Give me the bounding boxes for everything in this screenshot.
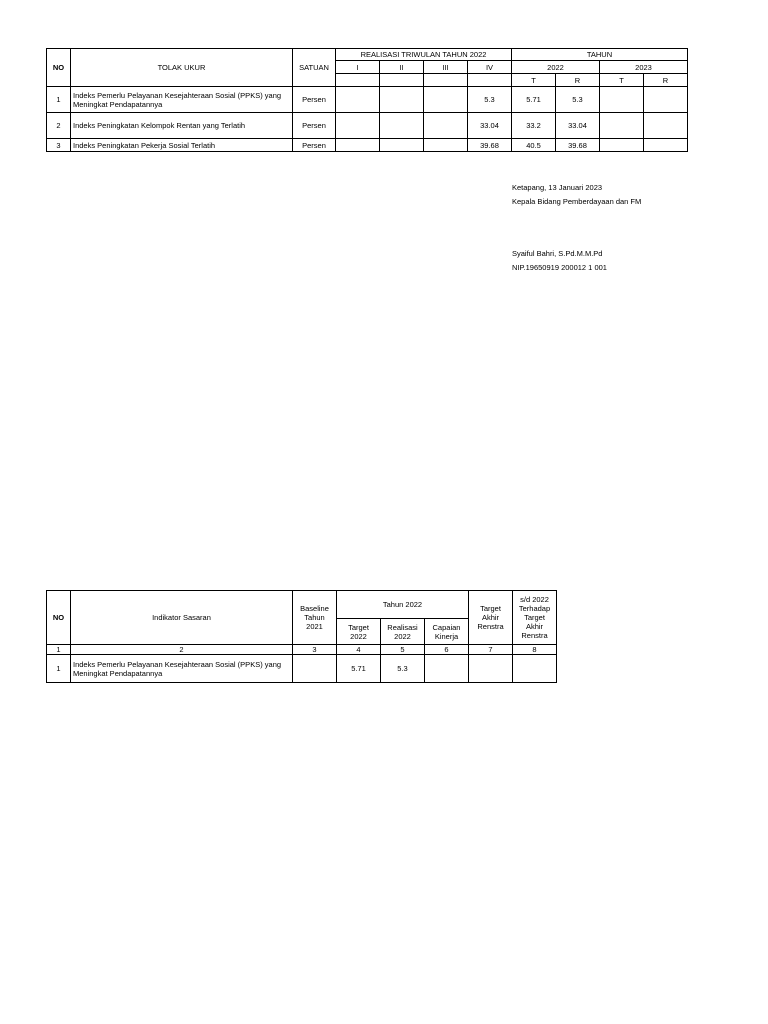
col-header-q2: II <box>380 61 424 74</box>
indicator-table <box>46 590 557 683</box>
col-header-r-2023: R <box>644 74 688 87</box>
col-header-tahun: TAHUN <box>512 49 688 61</box>
row-t2023 <box>600 113 644 139</box>
col-header-tolak-ukur: TOLAK UKUR <box>71 49 293 87</box>
column-number: 8 <box>513 645 557 655</box>
column-number-row <box>47 645 557 655</box>
row-t2022: 33.2 <box>512 113 556 139</box>
row-q3 <box>424 87 468 113</box>
row-no: 1 <box>47 655 71 683</box>
performance-table <box>46 48 688 152</box>
col-header-baseline: Baseline Tahun 2021 <box>293 591 337 645</box>
col-header-realisasi: Realisasi 2022 <box>381 619 425 645</box>
row-target: 5.71 <box>337 655 381 683</box>
row-q1 <box>336 139 380 152</box>
col-header-2023: 2023 <box>600 61 688 74</box>
col-header-realisasi: REALISASI TRIWULAN TAHUN 2022 <box>336 49 512 61</box>
row-no: 1 <box>47 87 71 113</box>
row-q3 <box>424 139 468 152</box>
row-satuan: Persen <box>293 139 336 152</box>
col-header-satuan: SATUAN <box>293 49 336 87</box>
row-realisasi: 5.3 <box>381 655 425 683</box>
row-q4: 33.04 <box>468 113 512 139</box>
col-header-capaian: Capaian Kinerja <box>425 619 469 645</box>
col-header-indikator: Indikator Sasaran <box>71 591 293 645</box>
row-q2 <box>380 113 424 139</box>
col-header-no: NO <box>47 49 71 87</box>
row-capaian <box>425 655 469 683</box>
table-row <box>47 655 557 683</box>
signature-name: Syaiful Bahri, S.Pd.M.M.Pd <box>512 249 603 258</box>
table-row <box>47 139 688 152</box>
col-header-q3: III <box>424 61 468 74</box>
col-header-target: Target 2022 <box>337 619 381 645</box>
row-r2023 <box>644 113 688 139</box>
row-t2023 <box>600 87 644 113</box>
row-q4: 39.68 <box>468 139 512 152</box>
row-t2022: 40.5 <box>512 139 556 152</box>
signature-place-date: Ketapang, 13 Januari 2023 <box>512 183 603 192</box>
signature-position: Kepala Bidang Pemberdayaan dan FM <box>512 197 642 206</box>
col-header-r-2022: R <box>556 74 600 87</box>
row-q4: 5.3 <box>468 87 512 113</box>
table-row <box>47 87 688 113</box>
row-r2023 <box>644 87 688 113</box>
column-number: 4 <box>337 645 381 655</box>
row-r2022: 33.04 <box>556 113 600 139</box>
column-number: 6 <box>425 645 469 655</box>
row-satuan: Persen <box>293 87 336 113</box>
row-target-akhir <box>469 655 513 683</box>
row-no: 2 <box>47 113 71 139</box>
col-header-target-akhir: Target Akhir Renstra <box>469 591 513 645</box>
row-r2022: 39.68 <box>556 139 600 152</box>
signature-nip: NIP.19650919 200012 1 001 <box>512 263 607 272</box>
row-tolak-ukur: Indeks Peningkatan Pekerja Sosial Terlatih <box>71 139 293 152</box>
row-satuan: Persen <box>293 113 336 139</box>
col-header-t-2023: T <box>600 74 644 87</box>
col-header-q4: IV <box>468 61 512 74</box>
col-header-q1: I <box>336 61 380 74</box>
row-q1 <box>336 113 380 139</box>
col-header-2022: 2022 <box>512 61 600 74</box>
column-number: 2 <box>71 645 293 655</box>
row-sd-2022 <box>513 655 557 683</box>
row-baseline <box>293 655 337 683</box>
column-number: 7 <box>469 645 513 655</box>
empty-cell <box>380 74 424 87</box>
empty-cell <box>336 74 380 87</box>
row-no: 3 <box>47 139 71 152</box>
empty-cell <box>468 74 512 87</box>
col-header-sd-2022: s/d 2022 Terhadap Target Akhir Renstra <box>513 591 557 645</box>
row-r2022: 5.3 <box>556 87 600 113</box>
row-q2 <box>380 139 424 152</box>
row-t2023 <box>600 139 644 152</box>
empty-cell <box>424 74 468 87</box>
row-tolak-ukur: Indeks Peningkatan Kelompok Rentan yang Terlatih <box>71 113 293 139</box>
row-t2022: 5.71 <box>512 87 556 113</box>
column-number: 5 <box>381 645 425 655</box>
col-header-t-2022: T <box>512 74 556 87</box>
table-row <box>47 113 688 139</box>
column-number: 3 <box>293 645 337 655</box>
col-header-tahun-2022: Tahun 2022 <box>337 591 469 619</box>
row-q3 <box>424 113 468 139</box>
row-tolak-ukur: Indeks Pemerlu Pelayanan Kesejahteraan Sosial (PPKS) yang Meningkat Pendapatannya <box>71 87 293 113</box>
row-indikator: Indeks Pemerlu Pelayanan Kesejahteraan Sosial (PPKS) yang Meningkat Pendapatannya <box>71 655 293 683</box>
col-header-no: NO <box>47 591 71 645</box>
column-number: 1 <box>47 645 71 655</box>
row-r2023 <box>644 139 688 152</box>
row-q1 <box>336 87 380 113</box>
row-q2 <box>380 87 424 113</box>
